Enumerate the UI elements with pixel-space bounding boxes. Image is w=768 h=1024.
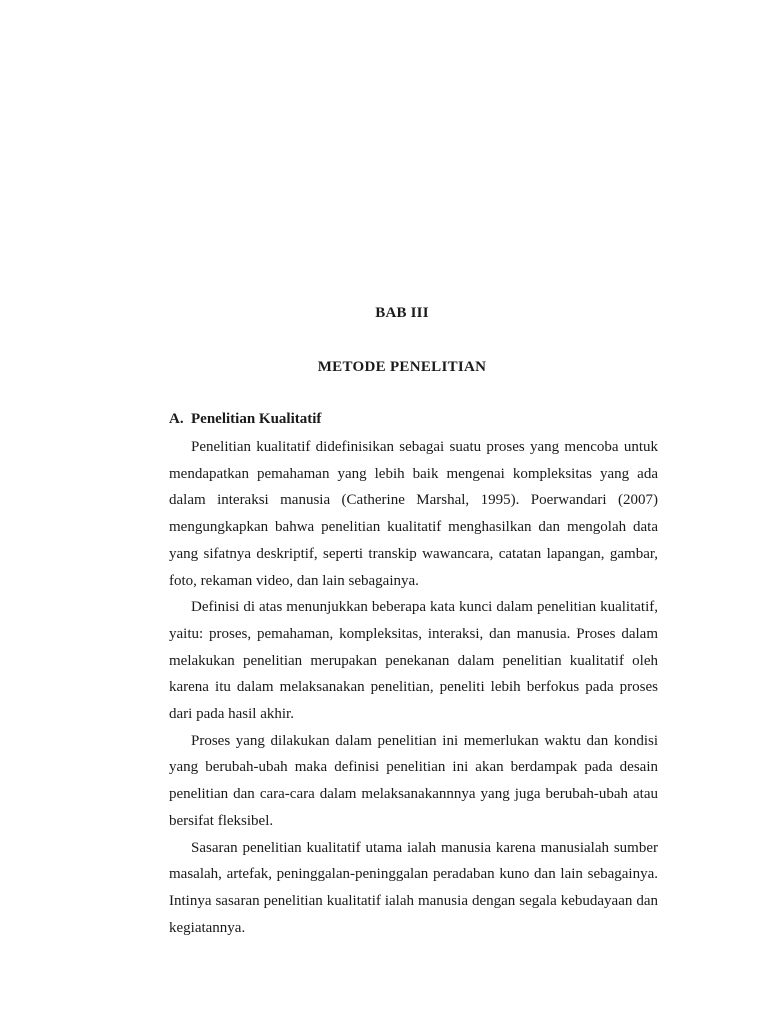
section-marker: A.: [169, 411, 184, 427]
section-heading: [169, 411, 321, 428]
paragraph: Sasaran penelitian kualitatif utama ialah manusia karena manusialah sumber masalah, artefak, peninggalan-peninggalan peradaban kuno dan lain sebagainya. Intinya sasaran penelitian kualitatif ialah manusia dengan segala kebudayaan dan kegiatannya.: [169, 839, 658, 936]
chapter-number: BAB III: [375, 305, 429, 321]
paragraph: Penelitian kualitatif didefinisikan sebagai suatu proses yang mencoba untuk mendapatkan pemahaman yang lebih baik mengenai kompleksitas yang ada dalam interaksi manusia (Catherine Marshal, 1995). Poerwandari (2007) mengungkapkan bahwa penelitian kualitatif menghasilkan dan mengolah data yang sifatnya deskriptif, seperti transkip wawancara, catatan lapangan, gambar, foto, rekaman video, dan lain sebagainya.: [169, 439, 658, 589]
chapter-title: METODE PENELITIAN: [317, 359, 487, 375]
paragraph: Proses yang dilakukan dalam penelitian ini memerlukan waktu dan kondisi yang berubah-ubah maka definisi penelitian ini akan berdampak pada desain penelitian dan cara-cara dalam melaksanakannnya yang juga berubah-ubah atau bersifat fleksibel.: [169, 732, 658, 829]
body-text: [169, 434, 658, 941]
paragraph: Definisi di atas menunjukkan beberapa kata kunci dalam penelitian kualitatif, yaitu: proses, pemahaman, kompleksitas, interaksi, dan manusia. Proses dalam melakukan penelitian merupakan penekanan dalam penelitian kualitatif oleh karena itu dalam melaksanakan penelitian, peneliti lebih berfokus pada proses dari pada hasil akhir.: [169, 599, 658, 723]
section-title: Penelitian Kualitatif: [191, 411, 322, 427]
